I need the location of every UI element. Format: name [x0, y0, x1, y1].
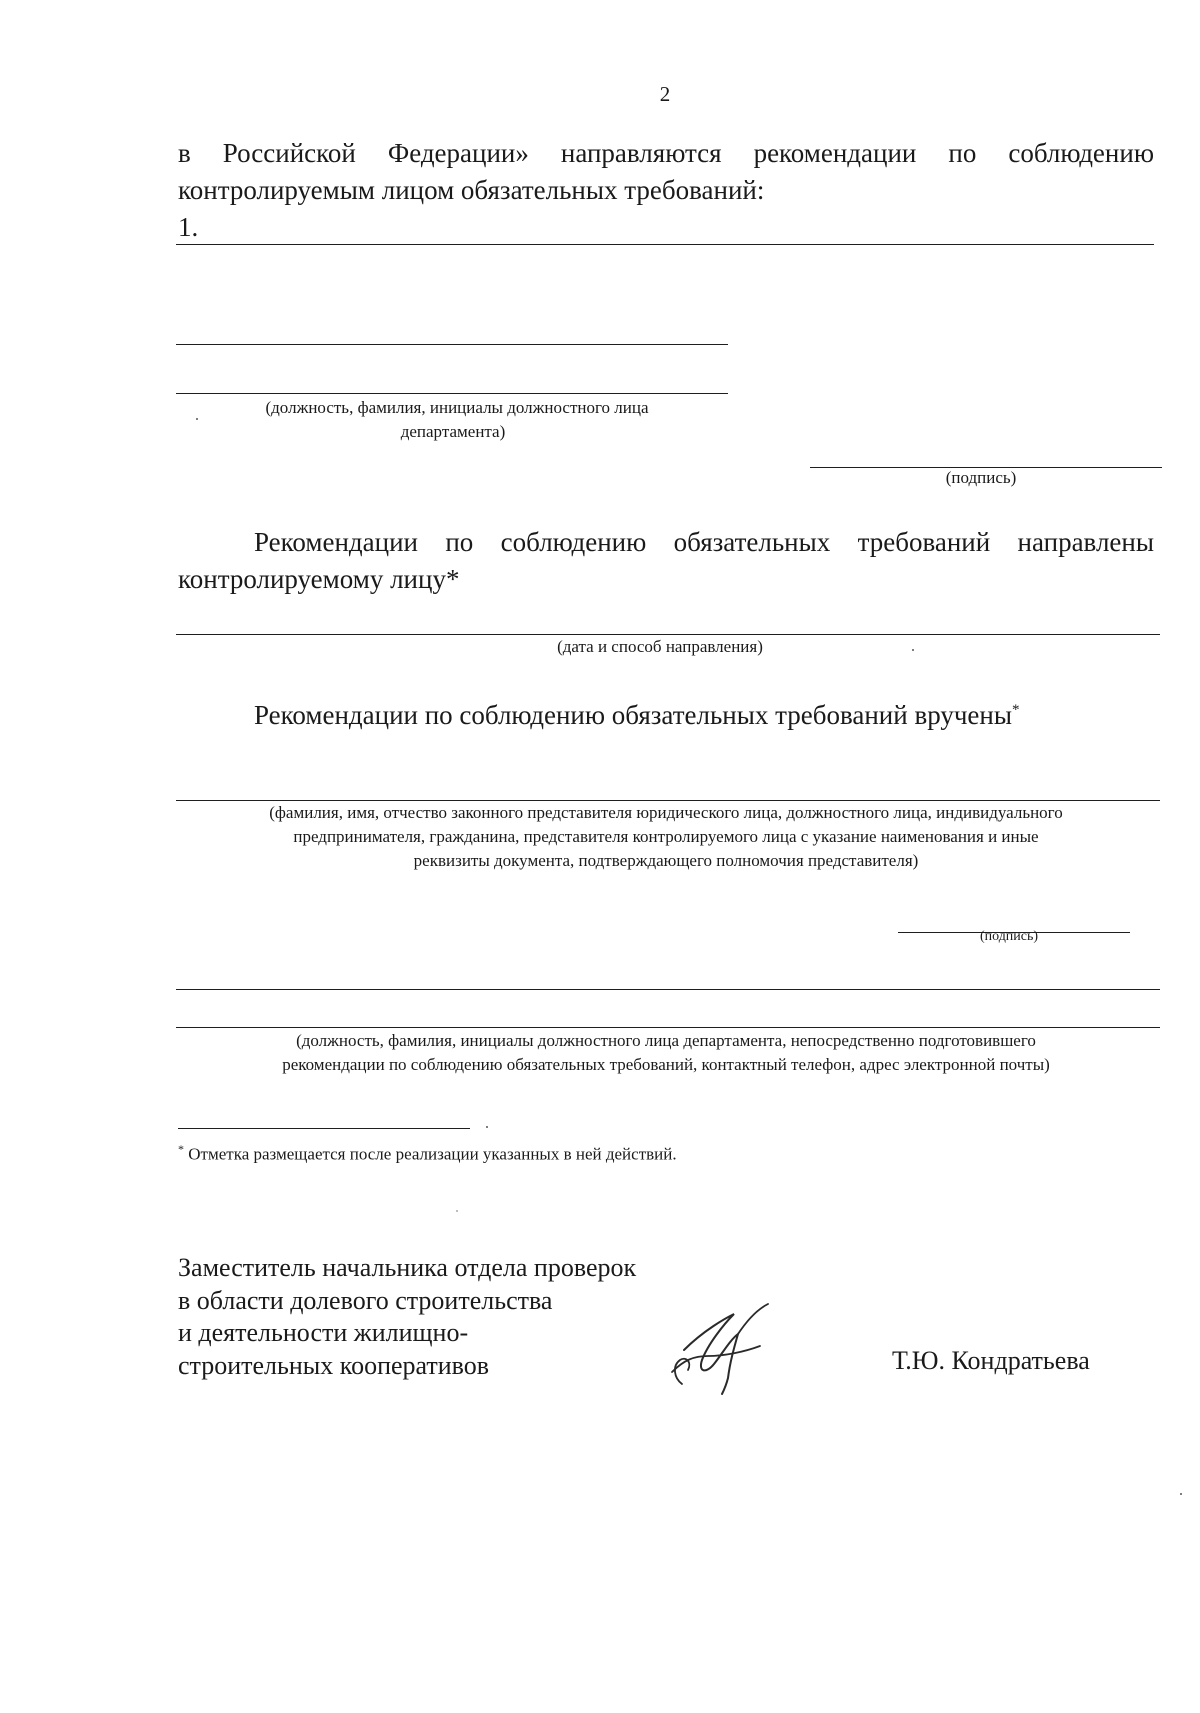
official-label-line-1: (должность, фамилия, инициалы должностного лица: [265, 398, 649, 417]
scan-speck: [912, 649, 914, 651]
footnote: [178, 1137, 1078, 1167]
signatory-title-line-3: и деятельности жилищно-: [178, 1318, 469, 1347]
signatory-title-line-4: строительных кооперативов: [178, 1350, 490, 1380]
sent-statement-line-2: контролируемому лицу*: [178, 564, 460, 594]
signature-label-2: (подпись): [979, 929, 1039, 944]
official-blank-line-1[interactable]: [176, 344, 728, 345]
footnote-mark: *: [178, 1142, 184, 1156]
page-number: 2: [659, 82, 671, 106]
handwritten-signature: [664, 1300, 780, 1396]
signature-label-1: (подпись): [945, 468, 1017, 487]
preparer-label-line-1: (должность, фамилия, инициалы должностного лица департамента, непосредственно подготовившего: [296, 1031, 1036, 1050]
scan-speck: [486, 1126, 488, 1128]
representative-label-line-1: (фамилия, имя, отчество законного представителя юридического лица, должностного лица, индивидуального: [269, 803, 1063, 822]
signatory-title: [178, 1252, 738, 1382]
signatory-title-line-1: Заместитель начальника отдела проверок: [178, 1253, 637, 1282]
recommendation-item-blank-line[interactable]: [176, 244, 1154, 245]
footnote-separator: [178, 1128, 470, 1129]
intro-text-line-1: в Российской Федерации» направляются рекомендации по соблюдению: [178, 138, 1154, 168]
handed-statement: [178, 692, 1154, 734]
representative-label: [178, 801, 1154, 873]
sent-statement-line-1: Рекомендации по соблюдению обязательных требований направлены: [254, 527, 1154, 557]
official-label-line-2: департамента): [400, 422, 506, 441]
scan-speck: [456, 1210, 458, 1212]
preparer-blank-line-2[interactable]: [176, 1027, 1160, 1028]
representative-label-line-2: предпринимателя, гражданина, представителя контролируемого лица с указание наименования и иные: [293, 827, 1039, 846]
scan-speck: [196, 418, 198, 420]
scan-speck: [1180, 1493, 1182, 1495]
preparer-label: [178, 1029, 1154, 1077]
preparer-blank-line-1[interactable]: [176, 989, 1160, 990]
footnote-text: Отметка размещается после реализации указанных в ней действий.: [184, 1144, 677, 1164]
official-blank-line-2[interactable]: [176, 393, 728, 394]
representative-label-line-3: реквизиты документа, подтверждающего полномочия представителя): [413, 851, 919, 870]
signatory-title-line-2: в области долевого строительства: [178, 1285, 553, 1315]
handed-footnote-mark: *: [1012, 702, 1020, 718]
recommendation-item-number: 1.: [178, 212, 199, 242]
handed-statement-text: Рекомендации по соблюдению обязательных требований вручены: [254, 700, 1012, 730]
intro-text-line-2: контролируемым лицом обязательных требований:: [178, 175, 765, 205]
signatory-name: Т.Ю. Кондратьева: [892, 1346, 1090, 1375]
preparer-label-line-2: рекомендации по соблюдению обязательных требований, контактный телефон, адрес электронной почты): [282, 1055, 1050, 1074]
date-method-label: (дата и способ направления): [557, 637, 763, 656]
